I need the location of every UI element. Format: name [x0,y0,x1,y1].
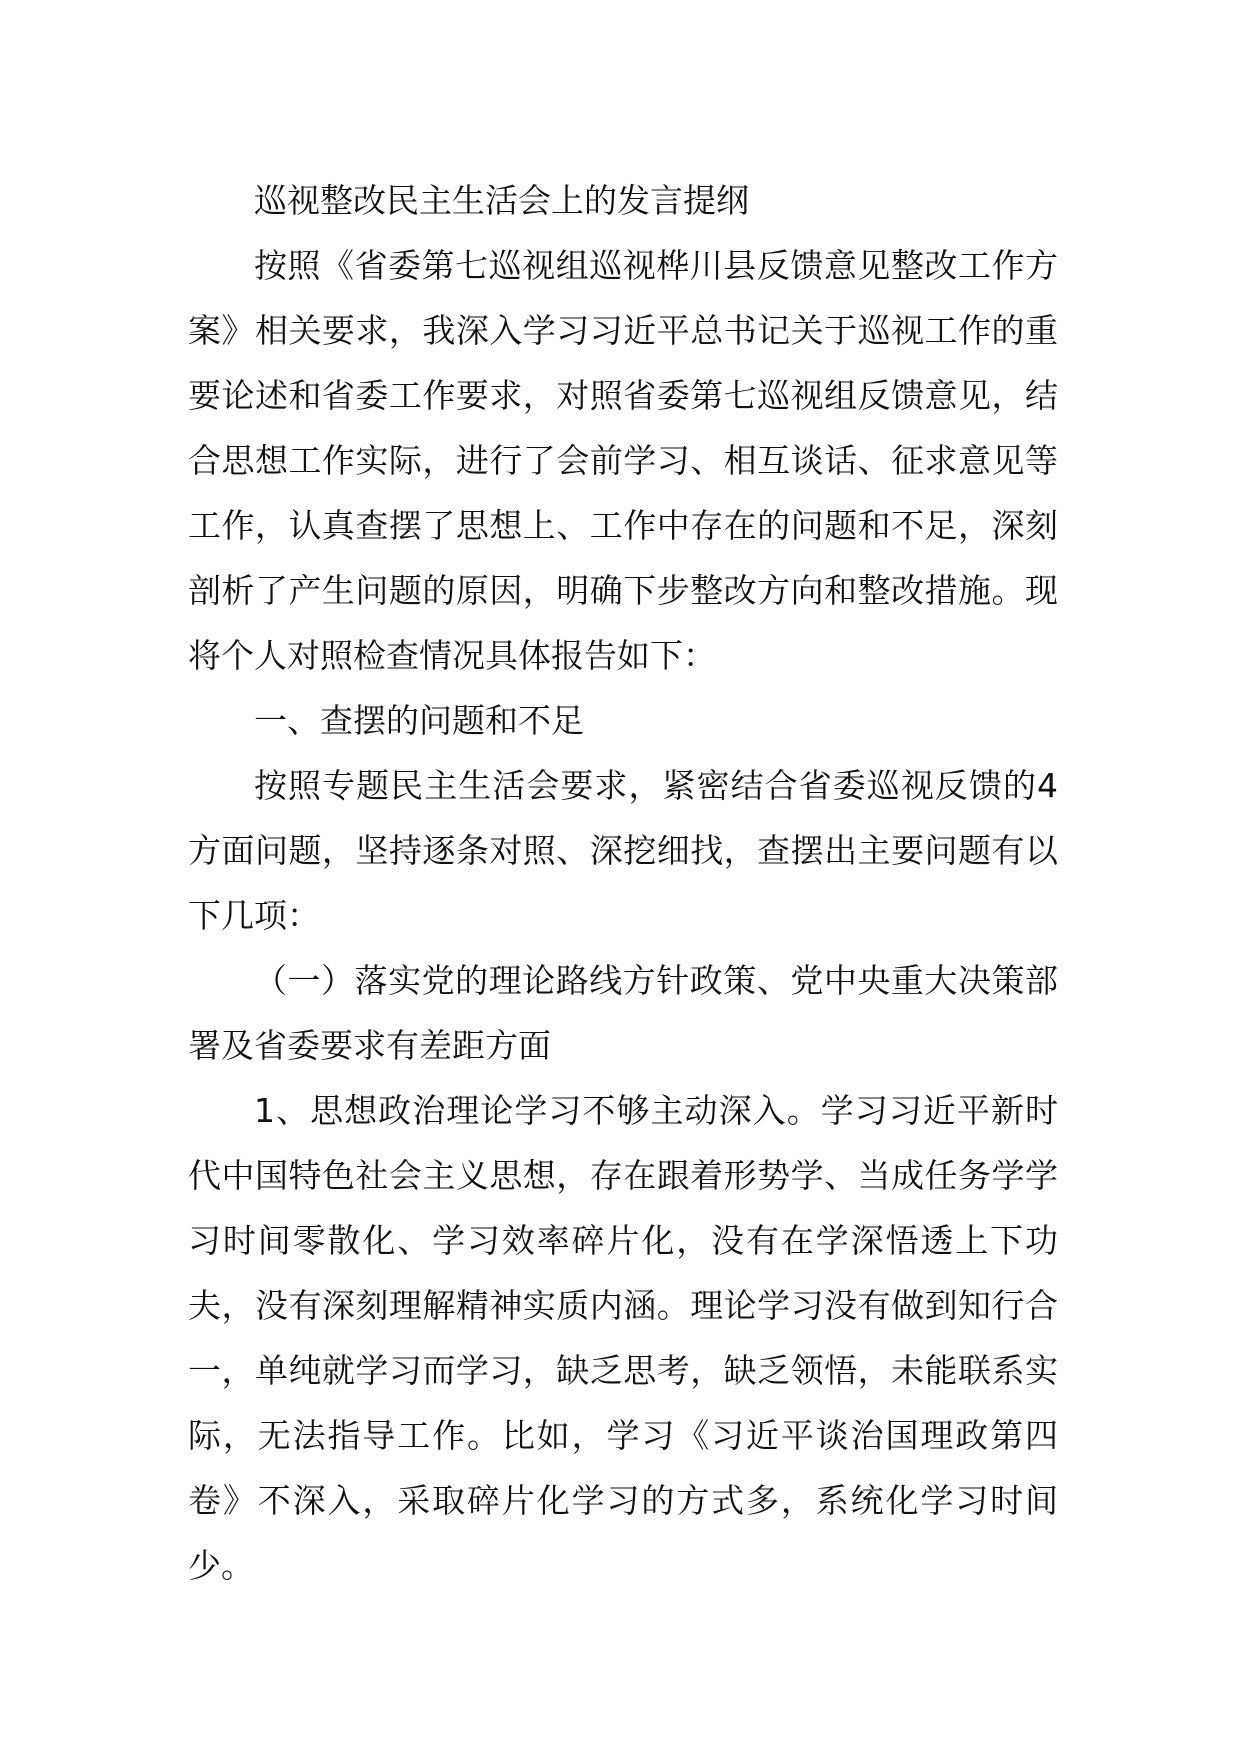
paragraph-section-1-intro: 按照专题民主生活会要求，紧密结合省委巡视反馈的4方面问题，坚持逐条对照、深挖细找，查摆出主要问题有以下几项： [188,766,1058,935]
document-body [188,168,1058,1598]
subsection-heading-1: （一）落实党的理论路线方针政策、党中央重大决策部署及省委要求有差距方面 [188,961,1058,1065]
paragraph-intro: 按照《省委第七巡视组巡视桦川县反馈意见整改工作方案》相关要求，我深入学习习近平总书记关于巡视工作的重要论述和省委工作要求，对照省委第七巡视组反馈意见，结合思想工作实际，进行了会前学习、相互谈话、征求意见等工作，认真查摆了思想上、工作中存在的问题和不足，深刻剖析了产生问题的原因，明确下步整改方向和整改措施。现将个人对照检查情况具体报告如下： [188,246,1058,675]
paragraph-item-1: 1、思想政治理论学习不够主动深入。学习习近平新时代中国特色社会主义思想，存在跟着形势学、当成任务学学习时间零散化、学习效率碎片化，没有在学深悟透上下功夫，没有深刻理解精神实质内涵。理论学习没有做到知行合一，单纯就学习而学习，缺乏思考，缺乏领悟，未能联系实际，无法指导工作。比如，学习《习近平谈治国理政第四卷》不深入，采取碎片化学习的方式多，系统化学习时间少。 [188,1091,1058,1585]
document-title: 巡视整改民主生活会上的发言提纲 [254,181,749,220]
section-heading-1: 一、查摆的问题和不足 [254,701,584,740]
